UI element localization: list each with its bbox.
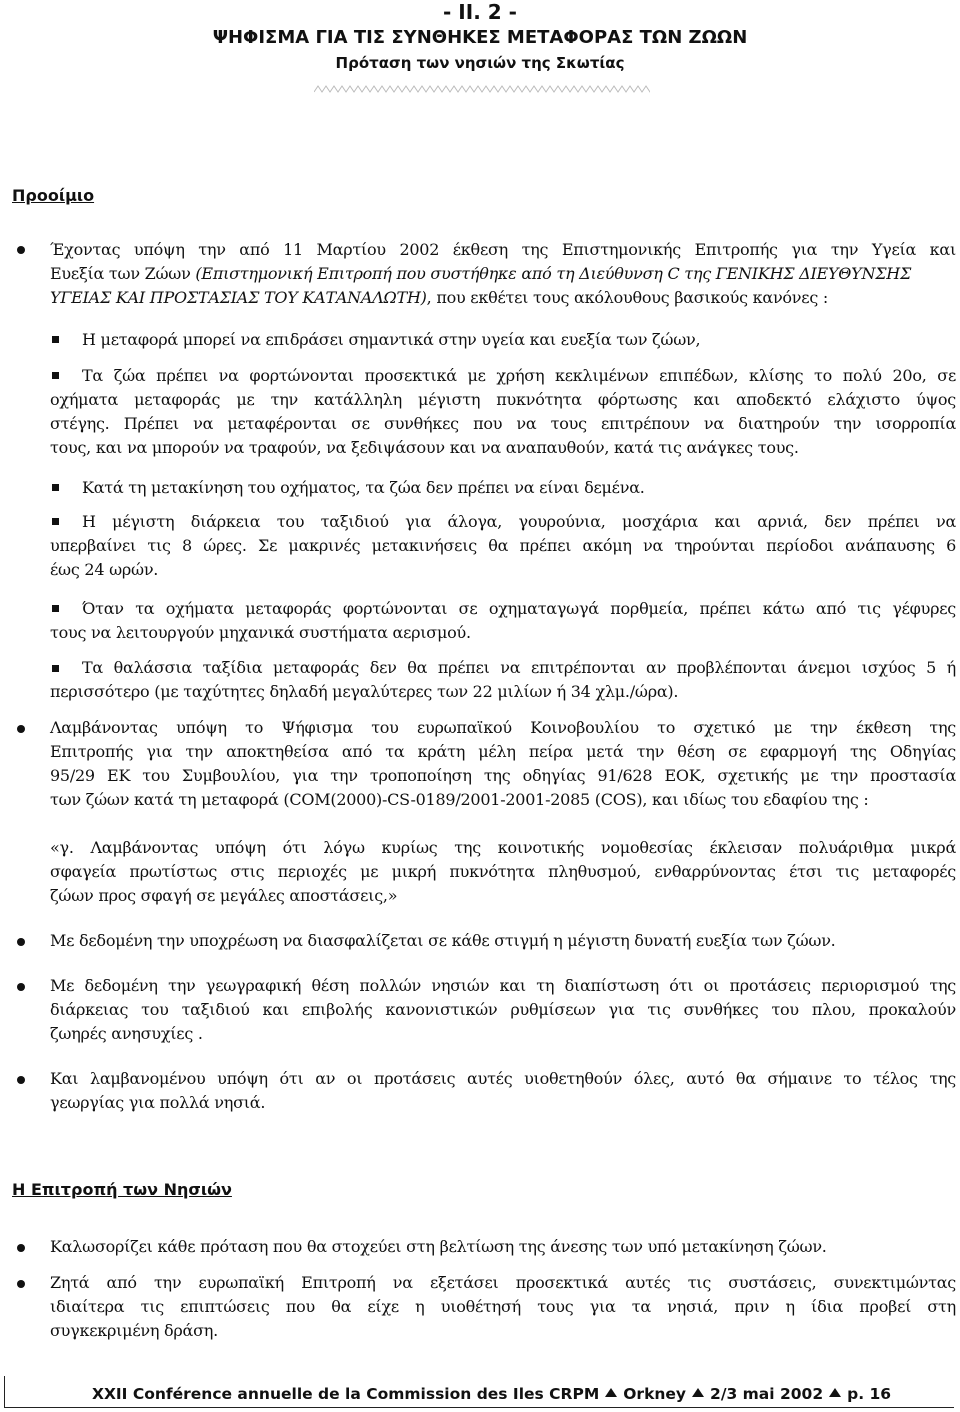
triangle-icon — [605, 1388, 617, 1397]
bullet-icon — [17, 983, 25, 991]
section-number: - II. 2 - — [443, 0, 517, 24]
bullet-icon — [17, 1244, 25, 1252]
bullet-icon — [17, 938, 25, 946]
committee-item-1: Καλωσορίζει κάθε πρόταση που θα στοχεύει στη βελτίωση της άνεσης των υπό μετακίνηση ζώων. — [50, 1237, 827, 1256]
triangle-icon — [829, 1388, 841, 1397]
footer: XXII Conférence annuelle de la Commission des Iles CRPM Orkney 2/3 mai 2002 p. 16 — [92, 1385, 892, 1403]
preamble-item-1: Έχοντας υπόψη την από 11 Μαρτίου 2002 έκθεση της Επιστημονικής Επιτροπής για την Υγεία και Ευεξία των Ζώων (Επιστημονική Επιτροπή που συστήθηκε από τη Διεύθυνση C της ΓΕΝΙΚΗΣ ΔΙΕΥΘΥΝΣΗΣ ΥΓΕΙΑΣ ΚΑΙ ΠΡΟΣΤΑΣΙΑΣ ΤΟΥ ΚΑΤΑΝΑΛΩΤΗ), που εκθέτει τους ακόλουθους βασικούς κανόνες : — [50, 240, 956, 307]
preamble-item-4: Με δεδομένη την γεωγραφική θέση πολλών νησιών και τη διαπίστωση ότι οι προτάσεις περιορισμού της διάρκειας του ταξιδιού και επιβολής κανονιστικών ρυθμίσεων για τις συνθήκες του πλου, προκαλούν ζωηρές ανησυχίες . — [50, 976, 956, 1043]
preamble-item-3: Με δεδομένη την υποχρέωση να διασφαλίζεται σε κάθε στιγμή η μέγιστη δυνατή ευεξία των ζώων. — [50, 931, 836, 950]
sub-item-6: Τα θαλάσσια ταξίδια μεταφοράς δεν θα πρέπει να επιτρέπονται αν προβλέπονται άνεμοι ισχύος 5 ή περισσότερο (με ταχύτητες δηλαδή μεγαλύτερες των 22 μιλίων ή 34 χλμ./ώρα). — [50, 658, 956, 701]
sub-item-5: Όταν τα οχήματα μεταφοράς φορτώνονται σε οχηματαγωγά πορθμεία, πρέπει κάτω από τις γέφυρες τους να λειτουργούν μηχανικά συστήματα αερισμού. — [50, 599, 956, 642]
preamble-item-5: Και λαμβανομένου υπόψη ότι αν οι προτάσεις αυτές υιοθετηθούν όλες, αυτό θα σήμαινε το τέλος της γεωργίας για πολλά νησιά. — [50, 1069, 956, 1112]
bullet-icon — [17, 1076, 25, 1084]
decorative-border — [314, 83, 650, 95]
sub-item-1: Η μεταφορά μπορεί να επιδράσει σημαντικά στην υγεία και ευεξία των ζώων, — [82, 330, 701, 349]
preamble-heading: Προοίμιο — [12, 186, 95, 205]
triangle-icon — [692, 1388, 704, 1397]
bullet-icon — [17, 1280, 25, 1288]
quoted-paragraph: «γ. Λαμβάνοντας υπόψη ότι λόγω κυρίως της κοινοτικής νομοθεσίας έκλεισαν πολυάριθμα μικρά σφαγεία πρωτίστως στις περιοχές με μικρή πυκνότητα πληθυσμού, ενθαρρύνοντας έτσι τις μεταφορές ζώων προς σφαγή σε μεγάλες αποστάσεις,» — [50, 838, 956, 905]
committee-item-2: Ζητά από την ευρωπαϊκή Επιτροπή να εξετάσει προσεκτικά αυτές τις συστάσεις, συνεκτιμώντας ιδιαίτερα τις επιπτώσεις που θα είχε η υιοθέτησή τους για τα νησιά, πριν η ίδια προβεί στη συγκεκριμένη δράση. — [50, 1273, 956, 1340]
document-subtitle: Πρόταση των νησιών της Σκωτίας — [335, 54, 625, 72]
bullet-icon — [17, 725, 25, 733]
committee-heading: Η Επιτροπή των Νησιών — [12, 1180, 232, 1199]
sub-item-2: Τα ζώα πρέπει να φορτώνονται προσεκτικά με χρήση κεκλιμένων επιπέδων, κλίσης το πολύ 20ο, σε οχήματα μεταφοράς με την κατάλληλη μέγιστη πυκνότητα φόρτωσης και αποδεκτό ελάχιστο ύψος στέγης. Πρέπει να μεταφέρονται σε συνθήκες που να τους επιτρέπουν να διατηρούν την ισορροπία τους, και να μπορούν να τραφούν, να ξεδιψάσουν και να αναπαυθούν, κατά τις ανάγκες τους. — [50, 366, 956, 457]
document-title: ΨΗΦΙΣΜΑ ΓΙΑ ΤΙΣ ΣΥΝΘΗΚΕΣ ΜΕΤΑΦΟΡΑΣ ΤΩΝ ΖΩΩΝ — [212, 27, 748, 48]
square-bullet-icon — [52, 484, 59, 491]
sub-item-4: Η μέγιστη διάρκεια του ταξιδιού για άλογα, γουρούνια, μοσχάρια και αρνιά, δεν πρέπει να υπερβαίνει τις 8 ώρες. Σε μακρινές μετακινήσεις θα πρέπει ακόμη να τηρούνται περίοδοι ανάπαυσης 6 έως 24 ωρών. — [50, 512, 956, 579]
sub-item-3: Κατά τη μετακίνηση του οχήματος, τα ζώα δεν πρέπει να είναι δεμένα. — [82, 478, 645, 497]
bullet-icon — [17, 246, 25, 254]
square-bullet-icon — [52, 336, 59, 343]
preamble-item-2: Λαμβάνοντας υπόψη το Ψήφισμα του ευρωπαϊκού Κοινοβουλίου το σχετικό με την έκθεση της Επιτροπής για την αποκτηθείσα από τα κράτη μέλη πείρα μετά την θέση σε εφαρμογή της Οδηγίας 95/29 ΕΚ του Συμβουλίου, για την τροποποίηση της οδηγίας 91/628 ΕΟΚ, σχετικής με την προστασία των ζώων κατά τη μεταφορά (COM(2000)-CS-0189/2001-2001-2085 (COS), και ιδίως του εδαφίου της : — [50, 718, 956, 809]
